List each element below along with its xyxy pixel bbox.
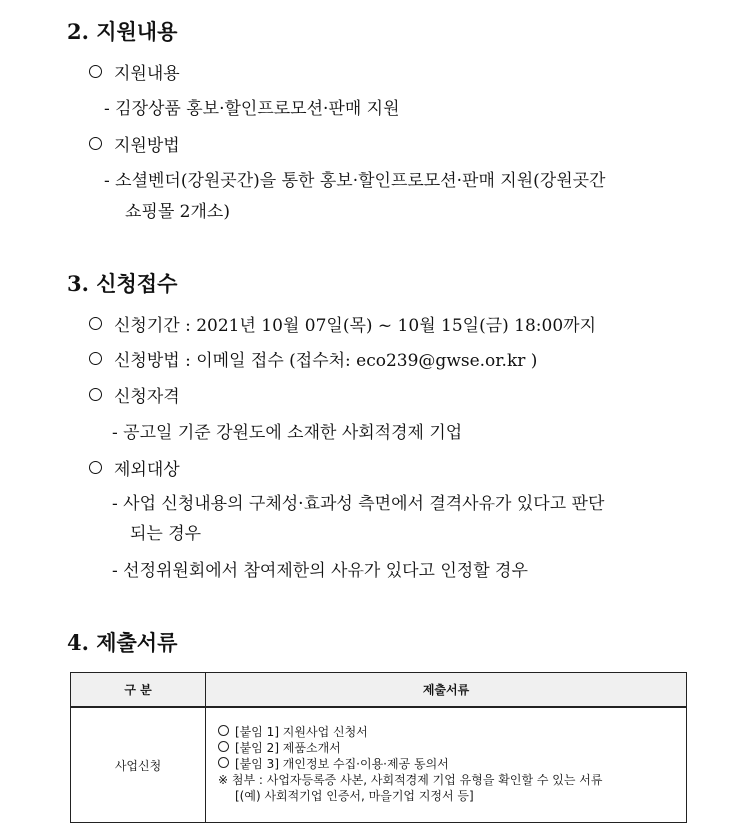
circle-bullet-icon bbox=[89, 65, 102, 78]
circle-bullet-icon bbox=[218, 757, 229, 768]
support-method-detail-line1: - 소셜벤더(강원곳간)을 통한 홍보·할인프로모션·판매 지원(강원곳간 bbox=[104, 171, 606, 191]
exclusion-detail2: - 선정위원회에서 참여제한의 사유가 있다고 인정할 경우 bbox=[112, 561, 528, 581]
exclusion-label: 제외대상 bbox=[114, 460, 180, 480]
circle-bullet-icon bbox=[89, 317, 102, 330]
header-documents: 제출서류 bbox=[206, 673, 687, 708]
table-row bbox=[71, 707, 687, 823]
table-header-row bbox=[71, 673, 687, 708]
category-cell: 사업신청 bbox=[71, 707, 206, 823]
documents-cell bbox=[206, 707, 687, 823]
section4-heading: 4. 제출서류 bbox=[67, 630, 178, 655]
section2-heading: 2. 지원내용 bbox=[67, 19, 178, 44]
circle-bullet-icon bbox=[89, 137, 102, 150]
circle-bullet-icon bbox=[89, 352, 102, 365]
circle-bullet-icon bbox=[89, 388, 102, 401]
circle-bullet-icon bbox=[89, 461, 102, 474]
exclusion-detail1-line2: 되는 경우 bbox=[130, 524, 202, 544]
exclusion-bullet bbox=[89, 455, 180, 480]
list-item: [붙임 3] 개인정보 수집·이용·제공 동의서 bbox=[218, 756, 686, 772]
list-item: [붙임 1] 지원사업 신청서 bbox=[218, 724, 686, 740]
application-period bbox=[89, 311, 596, 336]
attachment-note-line2: [(예) 사회적기업 인증서, 마을기업 지정서 등] bbox=[235, 789, 474, 803]
circle-bullet-icon bbox=[218, 725, 229, 736]
support-content-bullet bbox=[89, 59, 180, 84]
application-method bbox=[89, 346, 537, 371]
attachment-note-line1: ※ 첨부 : 사업자등록증 사본, 사회적경제 기업 유형을 확인할 수 있는 서류 bbox=[218, 773, 603, 787]
support-content-detail: - 김장상품 홍보·할인프로모션·판매 지원 bbox=[104, 99, 400, 119]
support-content-label: 지원내용 bbox=[114, 64, 180, 84]
documents-table bbox=[70, 672, 687, 823]
list-item: [붙임 2] 제품소개서 bbox=[218, 740, 686, 756]
exclusion-detail1-line1: - 사업 신청내용의 구체성·효과성 측면에서 결격사유가 있다고 판단 bbox=[112, 494, 605, 514]
header-category: 구 분 bbox=[71, 673, 206, 708]
circle-bullet-icon bbox=[218, 741, 229, 752]
qualification-bullet bbox=[89, 382, 180, 407]
section3-heading: 3. 신청접수 bbox=[67, 271, 178, 296]
support-method-label: 지원방법 bbox=[114, 136, 180, 156]
support-method-bullet bbox=[89, 131, 180, 156]
application-period-text: 신청기간 : 2021년 10월 07일(목) ~ 10월 15일(금) 18:00까지 bbox=[114, 316, 596, 336]
qualification-label: 신청자격 bbox=[114, 387, 180, 407]
application-method-text: 신청방법 : 이메일 접수 (접수처: eco239@gwse.or.kr ) bbox=[114, 351, 538, 371]
qualification-detail: - 공고일 기준 강원도에 소재한 사회적경제 기업 bbox=[112, 423, 463, 443]
support-method-detail-line2: 쇼핑몰 2개소) bbox=[125, 202, 230, 222]
